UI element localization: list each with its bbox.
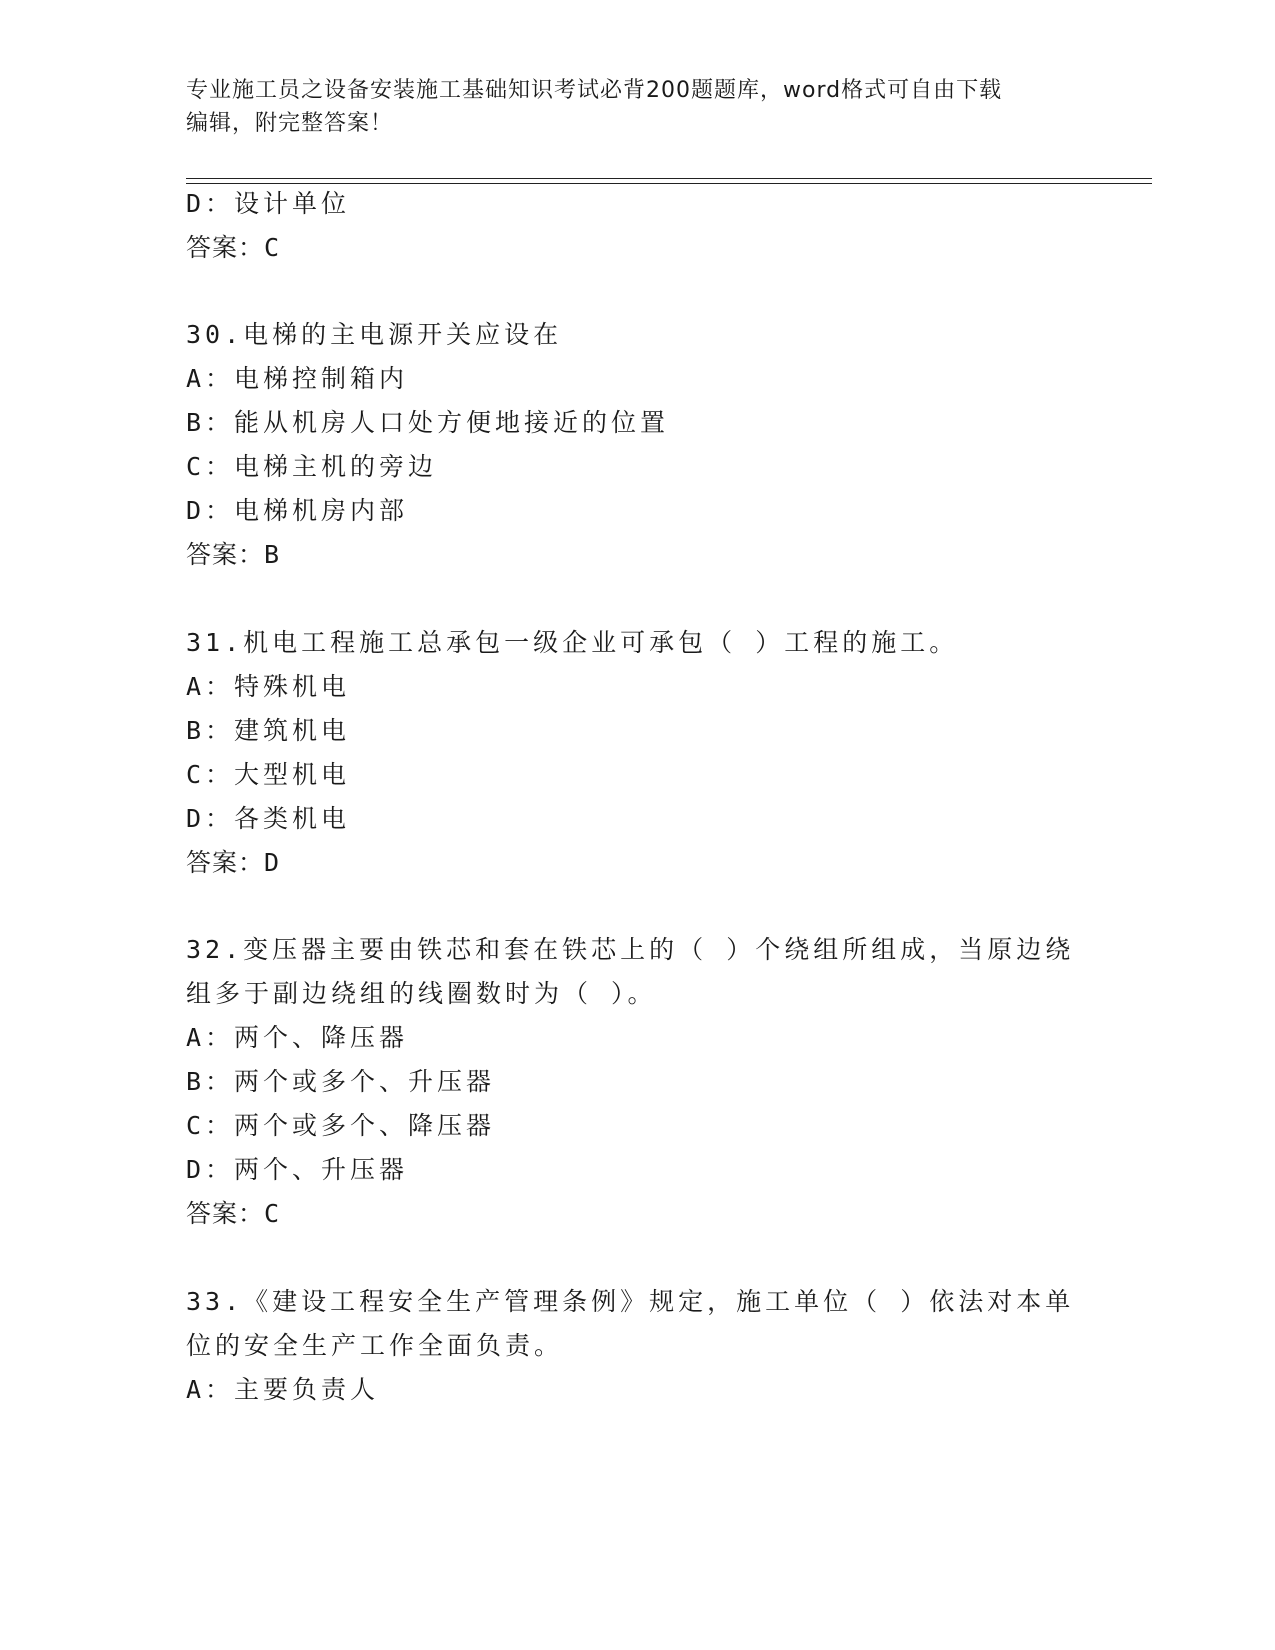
q33-option-a: A：主要负责人 bbox=[186, 1375, 380, 1404]
q31-option-d: D：各类机电 bbox=[186, 804, 351, 833]
answer-value: D bbox=[264, 848, 281, 877]
q31-option-b: B：建筑机电 bbox=[186, 716, 351, 745]
q30-option-a: A：电梯控制箱内 bbox=[186, 364, 409, 393]
answer-label: 答案： bbox=[186, 848, 265, 877]
q30-option-c: C：电梯主机的旁边 bbox=[186, 452, 438, 481]
q31-option-a: A：特殊机电 bbox=[186, 672, 351, 701]
q30-option-b: B：能从机房人口处方便地接近的位置 bbox=[186, 408, 670, 437]
q32-option-d: D：两个、升压器 bbox=[186, 1155, 409, 1184]
q32-option-c: C：两个或多个、降压器 bbox=[186, 1111, 496, 1140]
q33-stem-line-2: 位的安全生产工作全面负责。 bbox=[186, 1331, 564, 1360]
q30-answer bbox=[186, 537, 1086, 573]
document-header bbox=[186, 74, 1066, 140]
answer-label: 答案： bbox=[186, 540, 265, 569]
q32-option-a: A：两个、降压器 bbox=[186, 1023, 409, 1052]
q32-answer bbox=[186, 1196, 1086, 1232]
answer-value: C bbox=[264, 1199, 281, 1228]
q31-option-c: C：大型机电 bbox=[186, 760, 351, 789]
header-line-1: 专业施工员之设备安装施工基础知识考试必背200题题库，word格式可自由下载 bbox=[186, 78, 1003, 103]
q29-answer bbox=[186, 230, 1086, 266]
q32-option-b: B：两个或多个、升压器 bbox=[186, 1067, 496, 1096]
q31-answer bbox=[186, 845, 1086, 881]
header-divider-top bbox=[186, 178, 1152, 179]
header-line-2: 编辑，附完整答案！ bbox=[186, 111, 394, 136]
q30-stem: 30.电梯的主电源开关应设在 bbox=[186, 320, 563, 349]
answer-value: B bbox=[264, 540, 281, 569]
header-divider-bottom bbox=[186, 183, 1152, 184]
answer-label: 答案： bbox=[186, 1199, 265, 1228]
answer-value: C bbox=[264, 233, 281, 262]
q32-stem-line-2: 组多于副边绕组的线圈数时为（ ）。 bbox=[186, 979, 657, 1008]
q33-stem-line-1: 33.《建设工程安全生产管理条例》规定，施工单位（ ）依法对本单 bbox=[186, 1287, 1075, 1316]
q30-option-d: D：电梯机房内部 bbox=[186, 496, 409, 525]
q29-option-d: D：设计单位 bbox=[186, 189, 351, 218]
q32-stem-line-1: 32.变压器主要由铁芯和套在铁芯上的（ ）个绕组所组成，当原边绕 bbox=[186, 935, 1075, 964]
q31-stem: 31.机电工程施工总承包一级企业可承包（ ）工程的施工。 bbox=[186, 628, 959, 657]
answer-label: 答案： bbox=[186, 233, 265, 262]
